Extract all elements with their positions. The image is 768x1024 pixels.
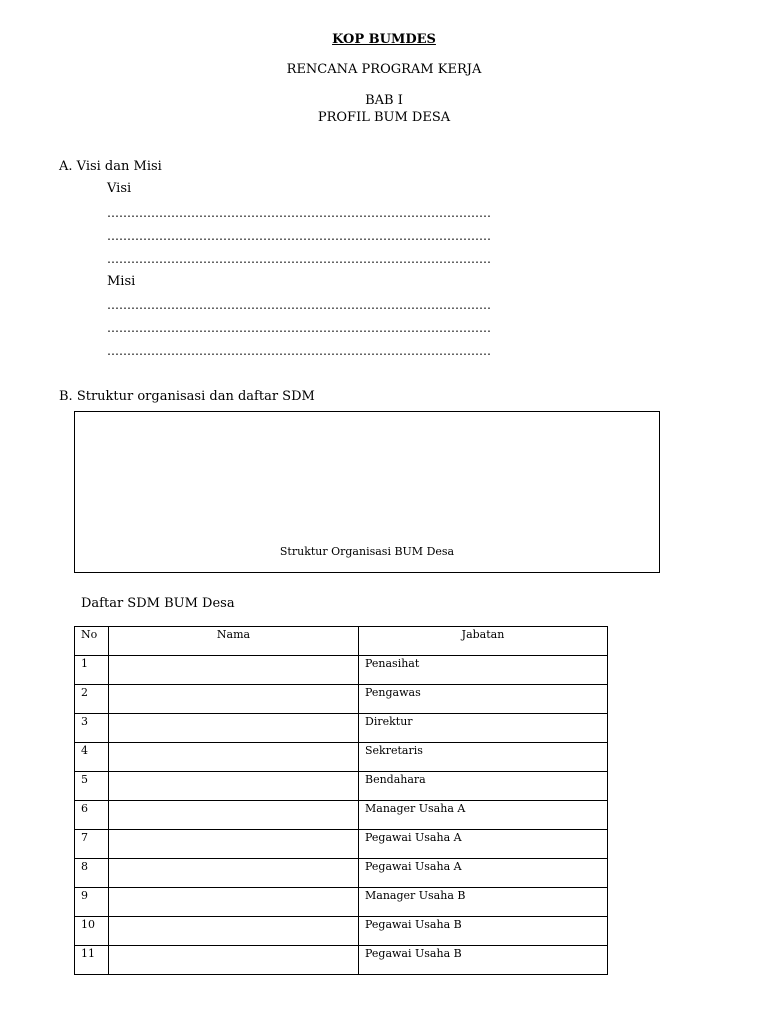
table-row <box>75 714 608 743</box>
cell-no: 3 <box>75 714 109 743</box>
cell-no: 9 <box>75 888 109 917</box>
cell-nama <box>109 685 359 714</box>
cell-nama <box>109 743 359 772</box>
header-nama: Nama <box>109 627 359 656</box>
table-row <box>75 859 608 888</box>
chapter-number: BAB I <box>365 93 403 108</box>
section-a-heading: A. Visi dan Misi <box>59 159 162 174</box>
cell-nama <box>109 917 359 946</box>
cell-jabatan: Bendahara <box>359 772 608 801</box>
cell-jabatan: Pengawas <box>359 685 608 714</box>
misi-dotted-line: …………………………………………………………………………………… <box>107 344 491 358</box>
header-no: No <box>75 627 109 656</box>
cell-nama <box>109 888 359 917</box>
cell-jabatan: Penasihat <box>359 656 608 685</box>
cell-no: 11 <box>75 946 109 975</box>
table-row <box>75 743 608 772</box>
visi-dotted-line: …………………………………………………………………………………… <box>107 252 491 266</box>
misi-label: Misi <box>107 274 136 289</box>
section-b-heading: B. Struktur organisasi dan daftar SDM <box>59 389 315 404</box>
misi-dotted-line: …………………………………………………………………………………… <box>107 298 491 312</box>
table-header-row <box>75 627 608 656</box>
cell-jabatan: Direktur <box>359 714 608 743</box>
cell-no: 8 <box>75 859 109 888</box>
cell-nama <box>109 946 359 975</box>
cell-jabatan: Pegawai Usaha B <box>359 917 608 946</box>
table-row <box>75 656 608 685</box>
cell-nama <box>109 772 359 801</box>
sdm-table <box>74 626 608 975</box>
org-structure-caption: Struktur Organisasi BUM Desa <box>279 545 455 558</box>
visi-label: Visi <box>107 181 132 196</box>
cell-nama <box>109 656 359 685</box>
cell-no: 5 <box>75 772 109 801</box>
cell-nama <box>109 830 359 859</box>
misi-dotted-line: …………………………………………………………………………………… <box>107 321 491 335</box>
cell-no: 6 <box>75 801 109 830</box>
table-row <box>75 946 608 975</box>
table-row <box>75 685 608 714</box>
cell-jabatan: Manager Usaha B <box>359 888 608 917</box>
table-row <box>75 888 608 917</box>
cell-jabatan: Pegawai Usaha A <box>359 859 608 888</box>
visi-dotted-line: …………………………………………………………………………………… <box>107 229 491 243</box>
visi-dotted-line: …………………………………………………………………………………… <box>107 206 491 220</box>
cell-no: 2 <box>75 685 109 714</box>
table-row <box>75 917 608 946</box>
sdm-list-title: Daftar SDM BUM Desa <box>81 596 235 611</box>
cell-no: 4 <box>75 743 109 772</box>
kop-title: KOP BUMDES <box>332 32 436 47</box>
table-row <box>75 830 608 859</box>
org-structure-box <box>74 411 660 573</box>
cell-no: 1 <box>75 656 109 685</box>
cell-jabatan: Manager Usaha A <box>359 801 608 830</box>
cell-jabatan: Sekretaris <box>359 743 608 772</box>
cell-nama <box>109 801 359 830</box>
cell-nama <box>109 714 359 743</box>
table-row <box>75 801 608 830</box>
cell-nama <box>109 859 359 888</box>
cell-no: 7 <box>75 830 109 859</box>
cell-jabatan: Pegawai Usaha B <box>359 946 608 975</box>
document-subtitle: RENCANA PROGRAM KERJA <box>286 62 482 77</box>
table-row <box>75 772 608 801</box>
header-jabatan: Jabatan <box>359 627 608 656</box>
chapter-title: PROFIL BUM DESA <box>317 110 451 125</box>
cell-no: 10 <box>75 917 109 946</box>
cell-jabatan: Pegawai Usaha A <box>359 830 608 859</box>
